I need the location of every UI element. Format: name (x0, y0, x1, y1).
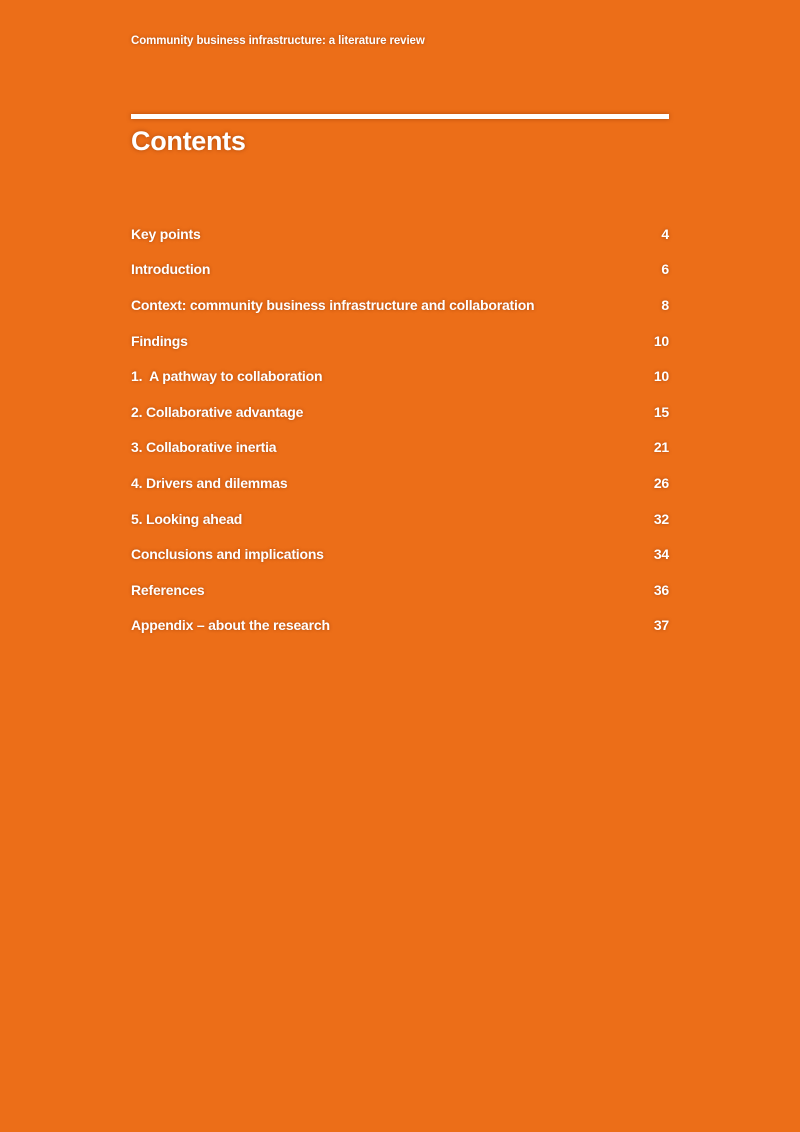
toc-entry-page-number: 32 (653, 510, 669, 527)
toc-entry-label: 1. A pathway to collaboration (131, 368, 323, 385)
toc-entry-label: Key points (131, 225, 201, 242)
toc-entry-collaborative-inertia[interactable] (131, 430, 669, 466)
toc-entry-label: Appendix – about the research (131, 617, 330, 634)
toc-entry-references[interactable] (131, 572, 669, 608)
toc-entry-label: References (131, 581, 205, 598)
page-title: Contents (131, 126, 246, 156)
toc-entry-pathway-to-collaboration[interactable] (131, 358, 669, 394)
toc-entry-page-number: 21 (653, 439, 669, 456)
toc-entry-collaborative-advantage[interactable] (131, 394, 669, 430)
toc-entry-page-number: 10 (653, 332, 669, 349)
toc-entry-label: 4. Drivers and dilemmas (131, 474, 288, 491)
toc-entry-label: 2. Collaborative advantage (131, 403, 304, 420)
toc-entry-page-number: 15 (653, 403, 669, 420)
toc-entry-page-number: 10 (653, 368, 669, 385)
toc-entry-context[interactable] (131, 287, 669, 323)
toc-entry-label: 5. Looking ahead (131, 510, 243, 527)
toc-entry-label: Conclusions and implications (131, 546, 324, 563)
toc-entry-page-number: 36 (653, 581, 669, 598)
running-header: Community business infrastructure: a literature review (131, 35, 425, 47)
toc-entry-page-number: 4 (661, 225, 669, 242)
toc-entry-appendix[interactable] (131, 608, 669, 644)
toc-entry-introduction[interactable] (131, 252, 669, 288)
toc-entry-label: 3. Collaborative inertia (131, 439, 277, 456)
toc-entry-drivers-and-dilemmas[interactable] (131, 465, 669, 501)
toc-entry-page-number: 6 (661, 261, 669, 278)
toc-entry-page-number: 34 (653, 546, 669, 563)
toc-entry-page-number: 8 (661, 296, 669, 313)
toc-entry-conclusions[interactable] (131, 536, 669, 572)
toc-entry-key-points[interactable] (131, 216, 669, 252)
toc-entry-label: Context: community business infrastructure and collaboration (131, 296, 535, 313)
toc-entry-looking-ahead[interactable] (131, 501, 669, 537)
toc-entry-label: Introduction (131, 261, 211, 278)
title-rule (131, 114, 669, 119)
toc-entry-findings[interactable] (131, 323, 669, 359)
toc-entry-page-number: 37 (653, 617, 669, 634)
toc-entry-page-number: 26 (653, 474, 669, 491)
table-of-contents (131, 216, 669, 643)
toc-entry-label: Findings (131, 332, 188, 349)
